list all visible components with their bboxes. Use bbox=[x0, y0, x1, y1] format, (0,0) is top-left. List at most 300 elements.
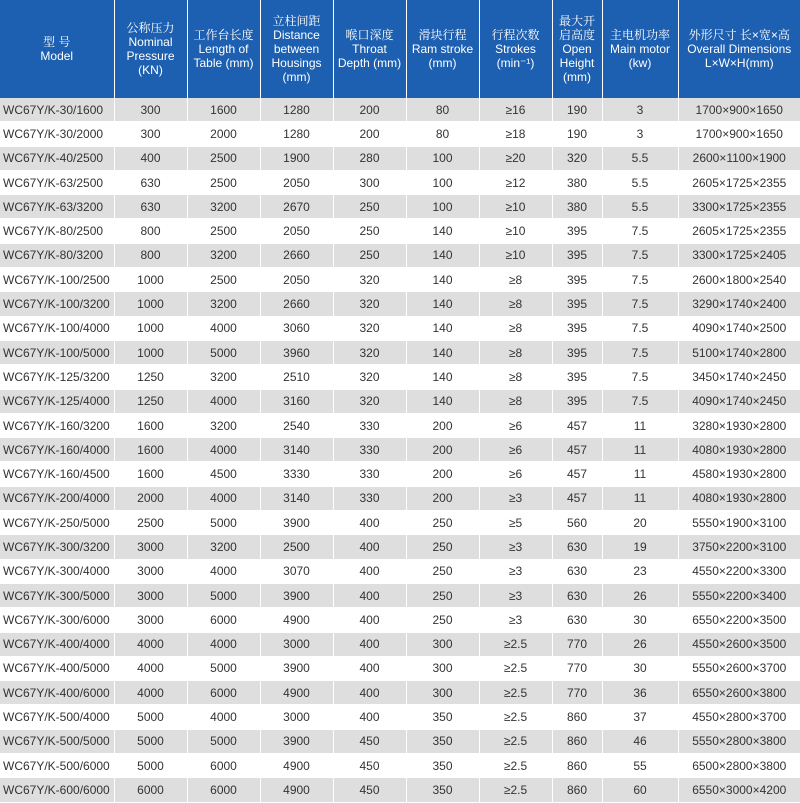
cell-ram-stroke: 140 bbox=[406, 243, 479, 267]
cell-main-motor: 46 bbox=[602, 729, 678, 753]
cell-table-length: 2500 bbox=[187, 268, 260, 292]
table-row bbox=[0, 389, 800, 413]
cell-strokes: ≥10 bbox=[479, 243, 552, 267]
cell-overall-dimensions: 1700×900×1650 bbox=[678, 98, 800, 122]
cell-nominal-pressure: 1000 bbox=[114, 292, 187, 316]
cell-main-motor: 23 bbox=[602, 559, 678, 583]
cell-housing-distance: 3000 bbox=[260, 705, 333, 729]
cell-overall-dimensions: 6550×2200×3500 bbox=[678, 608, 800, 632]
cell-throat-depth: 250 bbox=[333, 195, 406, 219]
header-housing-distance bbox=[260, 0, 333, 98]
cell-strokes: ≥3 bbox=[479, 608, 552, 632]
table-row bbox=[0, 340, 800, 364]
cell-open-height: 395 bbox=[552, 268, 602, 292]
cell-throat-depth: 300 bbox=[333, 170, 406, 194]
table-header bbox=[0, 0, 800, 98]
cell-main-motor: 11 bbox=[602, 462, 678, 486]
cell-overall-dimensions: 2605×1725×2355 bbox=[678, 219, 800, 243]
cell-throat-depth: 320 bbox=[333, 389, 406, 413]
cell-strokes: ≥8 bbox=[479, 389, 552, 413]
header-strokes bbox=[479, 0, 552, 98]
cell-throat-depth: 200 bbox=[333, 98, 406, 122]
cell-model: WC67Y/K-125/3200 bbox=[0, 365, 114, 389]
cell-housing-distance: 3060 bbox=[260, 316, 333, 340]
cell-open-height: 190 bbox=[552, 98, 602, 122]
cell-table-length: 3200 bbox=[187, 195, 260, 219]
cell-throat-depth: 400 bbox=[333, 583, 406, 607]
cell-overall-dimensions: 5550×1900×3100 bbox=[678, 511, 800, 535]
cell-main-motor: 60 bbox=[602, 778, 678, 802]
header-table-length bbox=[187, 0, 260, 98]
cell-throat-depth: 400 bbox=[333, 608, 406, 632]
cell-throat-depth: 450 bbox=[333, 729, 406, 753]
cell-throat-depth: 400 bbox=[333, 535, 406, 559]
cell-nominal-pressure: 4000 bbox=[114, 632, 187, 656]
cell-nominal-pressure: 300 bbox=[114, 98, 187, 122]
table-row bbox=[0, 413, 800, 437]
cell-table-length: 6000 bbox=[187, 754, 260, 778]
cell-throat-depth: 200 bbox=[333, 122, 406, 146]
cell-housing-distance: 3070 bbox=[260, 559, 333, 583]
cell-nominal-pressure: 6000 bbox=[114, 778, 187, 802]
header-cn: 最大开启高度 bbox=[558, 14, 595, 42]
cell-table-length: 4000 bbox=[187, 632, 260, 656]
cell-model: WC67Y/K-160/4000 bbox=[0, 438, 114, 462]
cell-model: WC67Y/K-500/6000 bbox=[0, 754, 114, 778]
cell-open-height: 860 bbox=[552, 754, 602, 778]
cell-ram-stroke: 140 bbox=[406, 365, 479, 389]
cell-ram-stroke: 140 bbox=[406, 316, 479, 340]
cell-open-height: 320 bbox=[552, 146, 602, 170]
cell-open-height: 395 bbox=[552, 316, 602, 340]
cell-overall-dimensions: 6550×3000×4200 bbox=[678, 778, 800, 802]
cell-open-height: 395 bbox=[552, 340, 602, 364]
cell-main-motor: 26 bbox=[602, 583, 678, 607]
cell-overall-dimensions: 6550×2600×3800 bbox=[678, 681, 800, 705]
cell-table-length: 3200 bbox=[187, 243, 260, 267]
cell-ram-stroke: 140 bbox=[406, 340, 479, 364]
table-row bbox=[0, 535, 800, 559]
cell-main-motor: 11 bbox=[602, 413, 678, 437]
header-throat-depth bbox=[333, 0, 406, 98]
table-row bbox=[0, 195, 800, 219]
table-row bbox=[0, 632, 800, 656]
cell-overall-dimensions: 2600×1100×1900 bbox=[678, 146, 800, 170]
cell-table-length: 2500 bbox=[187, 219, 260, 243]
cell-strokes: ≥3 bbox=[479, 559, 552, 583]
cell-table-length: 5000 bbox=[187, 340, 260, 364]
cell-model: WC67Y/K-400/6000 bbox=[0, 681, 114, 705]
cell-main-motor: 30 bbox=[602, 608, 678, 632]
cell-overall-dimensions: 4550×2600×3500 bbox=[678, 632, 800, 656]
cell-housing-distance: 3330 bbox=[260, 462, 333, 486]
cell-housing-distance: 2500 bbox=[260, 535, 333, 559]
cell-open-height: 860 bbox=[552, 729, 602, 753]
cell-table-length: 3200 bbox=[187, 413, 260, 437]
cell-main-motor: 7.5 bbox=[602, 243, 678, 267]
cell-ram-stroke: 80 bbox=[406, 122, 479, 146]
cell-table-length: 5000 bbox=[187, 729, 260, 753]
cell-strokes: ≥8 bbox=[479, 316, 552, 340]
cell-nominal-pressure: 400 bbox=[114, 146, 187, 170]
cell-strokes: ≥6 bbox=[479, 462, 552, 486]
table-row bbox=[0, 122, 800, 146]
cell-strokes: ≥16 bbox=[479, 98, 552, 122]
cell-open-height: 630 bbox=[552, 535, 602, 559]
cell-main-motor: 3 bbox=[602, 122, 678, 146]
header-cn: 主电机功率 bbox=[609, 28, 670, 42]
cell-overall-dimensions: 4090×1740×2450 bbox=[678, 389, 800, 413]
table-row bbox=[0, 292, 800, 316]
cell-nominal-pressure: 630 bbox=[114, 195, 187, 219]
cell-open-height: 395 bbox=[552, 243, 602, 267]
cell-nominal-pressure: 1600 bbox=[114, 413, 187, 437]
cell-overall-dimensions: 4580×1930×2800 bbox=[678, 462, 800, 486]
cell-nominal-pressure: 5000 bbox=[114, 754, 187, 778]
header-en: Overall Dimensions L×W×H(mm) bbox=[687, 42, 792, 70]
cell-overall-dimensions: 3300×1725×2355 bbox=[678, 195, 800, 219]
cell-ram-stroke: 250 bbox=[406, 583, 479, 607]
cell-housing-distance: 1280 bbox=[260, 122, 333, 146]
cell-throat-depth: 400 bbox=[333, 559, 406, 583]
cell-main-motor: 20 bbox=[602, 511, 678, 535]
cell-housing-distance: 1280 bbox=[260, 98, 333, 122]
header-en: Strokes (min⁻¹) bbox=[495, 42, 536, 70]
cell-table-length: 6000 bbox=[187, 608, 260, 632]
cell-model: WC67Y/K-80/3200 bbox=[0, 243, 114, 267]
cell-model: WC67Y/K-160/4500 bbox=[0, 462, 114, 486]
cell-strokes: ≥3 bbox=[479, 486, 552, 510]
cell-model: WC67Y/K-100/5000 bbox=[0, 340, 114, 364]
cell-table-length: 3200 bbox=[187, 535, 260, 559]
cell-model: WC67Y/K-100/3200 bbox=[0, 292, 114, 316]
cell-table-length: 2000 bbox=[187, 122, 260, 146]
cell-table-length: 2500 bbox=[187, 170, 260, 194]
table-row bbox=[0, 681, 800, 705]
cell-open-height: 457 bbox=[552, 438, 602, 462]
cell-main-motor: 30 bbox=[602, 656, 678, 680]
cell-nominal-pressure: 1000 bbox=[114, 340, 187, 364]
cell-housing-distance: 3960 bbox=[260, 340, 333, 364]
cell-strokes: ≥8 bbox=[479, 268, 552, 292]
cell-throat-depth: 400 bbox=[333, 511, 406, 535]
cell-strokes: ≥2.5 bbox=[479, 681, 552, 705]
cell-ram-stroke: 200 bbox=[406, 462, 479, 486]
cell-ram-stroke: 140 bbox=[406, 389, 479, 413]
cell-table-length: 4000 bbox=[187, 486, 260, 510]
cell-strokes: ≥3 bbox=[479, 583, 552, 607]
cell-model: WC67Y/K-500/5000 bbox=[0, 729, 114, 753]
cell-throat-depth: 320 bbox=[333, 268, 406, 292]
cell-main-motor: 3 bbox=[602, 98, 678, 122]
cell-throat-depth: 330 bbox=[333, 486, 406, 510]
cell-housing-distance: 3000 bbox=[260, 632, 333, 656]
cell-overall-dimensions: 5100×1740×2800 bbox=[678, 340, 800, 364]
cell-nominal-pressure: 800 bbox=[114, 219, 187, 243]
cell-model: WC67Y/K-500/4000 bbox=[0, 705, 114, 729]
cell-ram-stroke: 80 bbox=[406, 98, 479, 122]
cell-strokes: ≥2.5 bbox=[479, 656, 552, 680]
cell-strokes: ≥5 bbox=[479, 511, 552, 535]
cell-model: WC67Y/K-200/4000 bbox=[0, 486, 114, 510]
table-row bbox=[0, 243, 800, 267]
header-en: Main motor (kw) bbox=[609, 42, 671, 70]
cell-nominal-pressure: 1250 bbox=[114, 365, 187, 389]
cell-open-height: 630 bbox=[552, 559, 602, 583]
cell-nominal-pressure: 1600 bbox=[114, 462, 187, 486]
cell-table-length: 5000 bbox=[187, 656, 260, 680]
header-en: Nominal Pressure (KN) bbox=[126, 35, 175, 77]
cell-overall-dimensions: 5550×2200×3400 bbox=[678, 583, 800, 607]
cell-housing-distance: 2670 bbox=[260, 195, 333, 219]
cell-ram-stroke: 200 bbox=[406, 438, 479, 462]
cell-open-height: 630 bbox=[552, 583, 602, 607]
table-row bbox=[0, 146, 800, 170]
cell-strokes: ≥18 bbox=[479, 122, 552, 146]
cell-nominal-pressure: 4000 bbox=[114, 656, 187, 680]
header-row bbox=[0, 0, 800, 98]
header-nominal-pressure bbox=[114, 0, 187, 98]
cell-ram-stroke: 250 bbox=[406, 608, 479, 632]
cell-nominal-pressure: 5000 bbox=[114, 729, 187, 753]
cell-ram-stroke: 300 bbox=[406, 656, 479, 680]
cell-table-length: 6000 bbox=[187, 681, 260, 705]
cell-overall-dimensions: 5550×2800×3800 bbox=[678, 729, 800, 753]
cell-open-height: 190 bbox=[552, 122, 602, 146]
cell-throat-depth: 400 bbox=[333, 632, 406, 656]
cell-open-height: 395 bbox=[552, 365, 602, 389]
cell-strokes: ≥2.5 bbox=[479, 705, 552, 729]
cell-overall-dimensions: 3450×1740×2450 bbox=[678, 365, 800, 389]
cell-overall-dimensions: 1700×900×1650 bbox=[678, 122, 800, 146]
cell-housing-distance: 4900 bbox=[260, 778, 333, 802]
header-en: Model bbox=[40, 49, 74, 63]
cell-throat-depth: 400 bbox=[333, 681, 406, 705]
cell-overall-dimensions: 4550×2800×3700 bbox=[678, 705, 800, 729]
cell-nominal-pressure: 2500 bbox=[114, 511, 187, 535]
cell-housing-distance: 2510 bbox=[260, 365, 333, 389]
cell-strokes: ≥10 bbox=[479, 219, 552, 243]
cell-housing-distance: 2050 bbox=[260, 268, 333, 292]
cell-ram-stroke: 200 bbox=[406, 486, 479, 510]
cell-table-length: 3200 bbox=[187, 292, 260, 316]
cell-model: WC67Y/K-160/3200 bbox=[0, 413, 114, 437]
cell-open-height: 380 bbox=[552, 195, 602, 219]
cell-open-height: 860 bbox=[552, 778, 602, 802]
header-en: Length of Table (mm) bbox=[193, 42, 254, 70]
cell-open-height: 457 bbox=[552, 413, 602, 437]
cell-ram-stroke: 350 bbox=[406, 754, 479, 778]
cell-nominal-pressure: 3000 bbox=[114, 535, 187, 559]
cell-main-motor: 7.5 bbox=[602, 316, 678, 340]
cell-housing-distance: 2660 bbox=[260, 243, 333, 267]
header-cn: 喉口深度 bbox=[345, 28, 394, 42]
cell-throat-depth: 320 bbox=[333, 292, 406, 316]
cell-table-length: 6000 bbox=[187, 778, 260, 802]
cell-strokes: ≥2.5 bbox=[479, 754, 552, 778]
table-row bbox=[0, 754, 800, 778]
table-row bbox=[0, 729, 800, 753]
header-ram-stroke bbox=[406, 0, 479, 98]
cell-open-height: 860 bbox=[552, 705, 602, 729]
cell-table-length: 4500 bbox=[187, 462, 260, 486]
header-cn: 行程次数 bbox=[491, 28, 540, 42]
table-row bbox=[0, 511, 800, 535]
cell-model: WC67Y/K-125/4000 bbox=[0, 389, 114, 413]
cell-main-motor: 7.5 bbox=[602, 219, 678, 243]
cell-housing-distance: 3900 bbox=[260, 729, 333, 753]
cell-overall-dimensions: 2605×1725×2355 bbox=[678, 170, 800, 194]
cell-housing-distance: 3160 bbox=[260, 389, 333, 413]
cell-nominal-pressure: 1000 bbox=[114, 268, 187, 292]
cell-nominal-pressure: 300 bbox=[114, 122, 187, 146]
cell-model: WC67Y/K-300/4000 bbox=[0, 559, 114, 583]
cell-overall-dimensions: 4080×1930×2800 bbox=[678, 486, 800, 510]
cell-ram-stroke: 300 bbox=[406, 681, 479, 705]
cell-main-motor: 7.5 bbox=[602, 340, 678, 364]
cell-nominal-pressure: 3000 bbox=[114, 559, 187, 583]
cell-table-length: 1600 bbox=[187, 98, 260, 122]
header-model bbox=[0, 0, 114, 98]
cell-throat-depth: 400 bbox=[333, 656, 406, 680]
table-row bbox=[0, 608, 800, 632]
cell-table-length: 3200 bbox=[187, 365, 260, 389]
cell-open-height: 770 bbox=[552, 681, 602, 705]
cell-ram-stroke: 250 bbox=[406, 559, 479, 583]
cell-ram-stroke: 140 bbox=[406, 292, 479, 316]
cell-strokes: ≥6 bbox=[479, 413, 552, 437]
cell-main-motor: 5.5 bbox=[602, 170, 678, 194]
cell-throat-depth: 320 bbox=[333, 365, 406, 389]
cell-main-motor: 7.5 bbox=[602, 389, 678, 413]
cell-open-height: 560 bbox=[552, 511, 602, 535]
cell-overall-dimensions: 3290×1740×2400 bbox=[678, 292, 800, 316]
cell-open-height: 395 bbox=[552, 292, 602, 316]
cell-housing-distance: 2540 bbox=[260, 413, 333, 437]
cell-model: WC67Y/K-100/2500 bbox=[0, 268, 114, 292]
cell-main-motor: 19 bbox=[602, 535, 678, 559]
cell-nominal-pressure: 4000 bbox=[114, 681, 187, 705]
cell-open-height: 457 bbox=[552, 486, 602, 510]
table-row bbox=[0, 98, 800, 122]
cell-table-length: 4000 bbox=[187, 389, 260, 413]
table-row bbox=[0, 316, 800, 340]
cell-nominal-pressure: 2000 bbox=[114, 486, 187, 510]
cell-overall-dimensions: 4550×2200×3300 bbox=[678, 559, 800, 583]
cell-model: WC67Y/K-63/2500 bbox=[0, 170, 114, 194]
cell-overall-dimensions: 4080×1930×2800 bbox=[678, 438, 800, 462]
header-cn: 型 号 bbox=[43, 35, 71, 49]
header-en: Open Height (mm) bbox=[559, 42, 595, 84]
cell-overall-dimensions: 3750×2200×3100 bbox=[678, 535, 800, 559]
cell-strokes: ≥12 bbox=[479, 170, 552, 194]
cell-model: WC67Y/K-300/3200 bbox=[0, 535, 114, 559]
cell-strokes: ≥3 bbox=[479, 535, 552, 559]
cell-strokes: ≥8 bbox=[479, 340, 552, 364]
cell-strokes: ≥2.5 bbox=[479, 778, 552, 802]
cell-table-length: 5000 bbox=[187, 583, 260, 607]
table-row bbox=[0, 438, 800, 462]
cell-open-height: 630 bbox=[552, 608, 602, 632]
cell-throat-depth: 250 bbox=[333, 219, 406, 243]
cell-throat-depth: 330 bbox=[333, 462, 406, 486]
cell-nominal-pressure: 3000 bbox=[114, 608, 187, 632]
cell-nominal-pressure: 5000 bbox=[114, 705, 187, 729]
cell-throat-depth: 330 bbox=[333, 438, 406, 462]
cell-nominal-pressure: 630 bbox=[114, 170, 187, 194]
cell-open-height: 457 bbox=[552, 462, 602, 486]
table-row bbox=[0, 559, 800, 583]
cell-ram-stroke: 100 bbox=[406, 195, 479, 219]
cell-strokes: ≥8 bbox=[479, 365, 552, 389]
table-row bbox=[0, 219, 800, 243]
cell-ram-stroke: 250 bbox=[406, 511, 479, 535]
table-row bbox=[0, 583, 800, 607]
header-cn: 滑块行程 bbox=[418, 28, 467, 42]
cell-ram-stroke: 300 bbox=[406, 632, 479, 656]
cell-main-motor: 11 bbox=[602, 438, 678, 462]
cell-strokes: ≥8 bbox=[479, 292, 552, 316]
table-row bbox=[0, 462, 800, 486]
cell-table-length: 4000 bbox=[187, 438, 260, 462]
cell-ram-stroke: 350 bbox=[406, 778, 479, 802]
header-en: Ram stroke (mm) bbox=[411, 42, 474, 70]
cell-strokes: ≥6 bbox=[479, 438, 552, 462]
cell-table-length: 5000 bbox=[187, 511, 260, 535]
table-row bbox=[0, 170, 800, 194]
cell-main-motor: 11 bbox=[602, 486, 678, 510]
cell-main-motor: 55 bbox=[602, 754, 678, 778]
cell-strokes: ≥2.5 bbox=[479, 729, 552, 753]
cell-model: WC67Y/K-80/2500 bbox=[0, 219, 114, 243]
header-en: Distance between Housings (mm) bbox=[271, 28, 322, 84]
cell-model: WC67Y/K-400/4000 bbox=[0, 632, 114, 656]
cell-model: WC67Y/K-250/5000 bbox=[0, 511, 114, 535]
cell-open-height: 770 bbox=[552, 656, 602, 680]
header-en: Throat Depth (mm) bbox=[337, 42, 402, 70]
cell-throat-depth: 320 bbox=[333, 340, 406, 364]
cell-main-motor: 5.5 bbox=[602, 195, 678, 219]
cell-ram-stroke: 100 bbox=[406, 170, 479, 194]
cell-ram-stroke: 140 bbox=[406, 219, 479, 243]
cell-model: WC67Y/K-30/2000 bbox=[0, 122, 114, 146]
cell-open-height: 395 bbox=[552, 219, 602, 243]
cell-ram-stroke: 350 bbox=[406, 729, 479, 753]
table-row bbox=[0, 778, 800, 802]
cell-model: WC67Y/K-400/5000 bbox=[0, 656, 114, 680]
cell-strokes: ≥2.5 bbox=[479, 632, 552, 656]
cell-strokes: ≥10 bbox=[479, 195, 552, 219]
cell-table-length: 4000 bbox=[187, 559, 260, 583]
table-row bbox=[0, 656, 800, 680]
cell-ram-stroke: 350 bbox=[406, 705, 479, 729]
cell-housing-distance: 2660 bbox=[260, 292, 333, 316]
cell-ram-stroke: 100 bbox=[406, 146, 479, 170]
cell-housing-distance: 3140 bbox=[260, 438, 333, 462]
cell-overall-dimensions: 3300×1725×2405 bbox=[678, 243, 800, 267]
cell-main-motor: 26 bbox=[602, 632, 678, 656]
cell-table-length: 4000 bbox=[187, 316, 260, 340]
cell-open-height: 380 bbox=[552, 170, 602, 194]
table-body bbox=[0, 98, 800, 802]
cell-throat-depth: 450 bbox=[333, 754, 406, 778]
cell-overall-dimensions: 6500×2800×3800 bbox=[678, 754, 800, 778]
cell-ram-stroke: 200 bbox=[406, 413, 479, 437]
cell-housing-distance: 4900 bbox=[260, 681, 333, 705]
cell-housing-distance: 2050 bbox=[260, 219, 333, 243]
table-row bbox=[0, 705, 800, 729]
cell-overall-dimensions: 2600×1800×2540 bbox=[678, 268, 800, 292]
